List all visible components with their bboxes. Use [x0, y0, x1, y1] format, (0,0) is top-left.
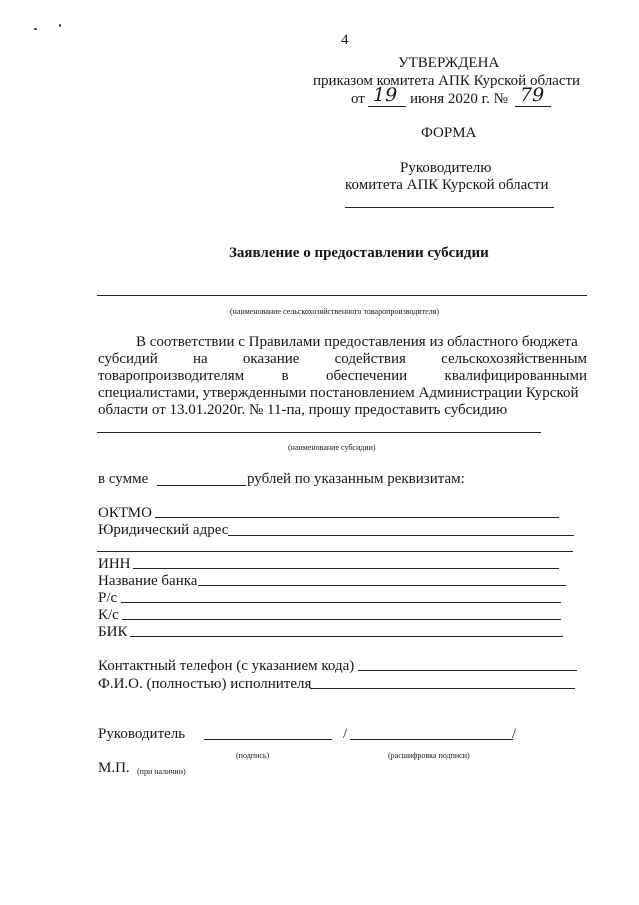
- ks-field[interactable]: [122, 619, 561, 620]
- body-word: сельскохозяйственным: [441, 351, 588, 367]
- body-word: товаропроизводителям: [98, 368, 245, 384]
- approval-order-line: приказом комитета АПК Курской области: [313, 73, 581, 89]
- amount-suffix: рублей по указанным реквизитам:: [247, 471, 465, 487]
- rs-field[interactable]: [121, 602, 561, 603]
- approval-date-prefix: от: [351, 91, 365, 107]
- scan-speck: [34, 28, 37, 30]
- form-label: ФОРМА: [421, 125, 477, 141]
- phone-field[interactable]: [358, 670, 577, 671]
- body-word: обеспечении: [325, 368, 408, 384]
- producer-name-line: [97, 295, 587, 296]
- body-line5: области от 13.01.2020г. № 11-па, прошу предоставить субсидию: [98, 402, 508, 418]
- addressee-underline: [345, 207, 554, 208]
- signature-field[interactable]: [204, 739, 332, 740]
- page-number: 4: [341, 32, 349, 48]
- head-label: Руководитель: [98, 726, 186, 742]
- fio-label: Ф.И.О. (полностью) исполнителя: [98, 676, 312, 692]
- body-word: на: [192, 351, 208, 367]
- ks-label: К/с: [98, 607, 119, 623]
- body-line2: [98, 351, 587, 368]
- addressee-line2: комитета АПК Курской области: [345, 177, 549, 193]
- body-line3: [98, 368, 587, 385]
- legal-address-field-continued[interactable]: [97, 551, 573, 552]
- seal-note: (при наличии): [137, 767, 186, 776]
- inn-field[interactable]: [133, 568, 559, 569]
- approval-date-middle: июня 2020 г. №: [410, 91, 508, 107]
- approval-number-underline: [515, 106, 551, 107]
- addressee-line1: Руководителю: [400, 160, 492, 176]
- producer-caption: (наименование сельскохозяйственного товаропроизводителя): [230, 307, 440, 316]
- bik-field[interactable]: [130, 636, 563, 637]
- legal-address-label: Юридический адрес: [98, 522, 229, 538]
- body-word: субсидий: [98, 351, 158, 367]
- body-line1: В соответствии с Правилами предоставления из областного бюджета: [136, 334, 578, 350]
- rs-label: Р/с: [98, 590, 118, 606]
- approval-day-underline: [368, 106, 406, 107]
- body-word: оказание: [242, 351, 300, 367]
- approval-number-handwritten: 79: [520, 84, 545, 106]
- body-line4: специалистами, утвержденными постановлением Администрации Курской: [98, 385, 579, 401]
- subsidy-caption: (наименование субсидии): [288, 443, 376, 452]
- approval-day-handwritten: 19: [373, 84, 398, 106]
- sign-caption: (подпись): [236, 751, 270, 760]
- fio-field[interactable]: [310, 688, 575, 689]
- amount-blank[interactable]: [157, 485, 246, 486]
- seal-label: М.П.: [98, 760, 130, 776]
- document-title: Заявление о предоставлении субсидии: [229, 245, 489, 261]
- oktmo-field[interactable]: [155, 517, 559, 518]
- body-word: содействия: [334, 351, 406, 367]
- phone-label: Контактный телефон (с указанием кода): [98, 658, 355, 674]
- bank-name-field[interactable]: [198, 585, 566, 586]
- slash-open: /: [343, 726, 348, 742]
- bik-label: БИК: [98, 624, 128, 640]
- scan-speck: [59, 24, 61, 27]
- bank-name-label: Название банка: [98, 573, 198, 589]
- signature-decode-field[interactable]: [350, 739, 513, 740]
- decode-caption: (расшифровка подписи): [388, 751, 470, 760]
- inn-label: ИНН: [98, 556, 131, 572]
- oktmo-label: ОКТМО: [98, 505, 152, 521]
- slash-close: /: [512, 726, 517, 742]
- body-word: в: [281, 368, 289, 384]
- body-word: квалифицированными: [444, 368, 588, 384]
- subsidy-name-line: [97, 432, 541, 433]
- amount-prefix: в сумме: [98, 471, 149, 487]
- approval-heading: УТВЕРЖДЕНА: [398, 55, 500, 71]
- legal-address-field[interactable]: [228, 535, 574, 536]
